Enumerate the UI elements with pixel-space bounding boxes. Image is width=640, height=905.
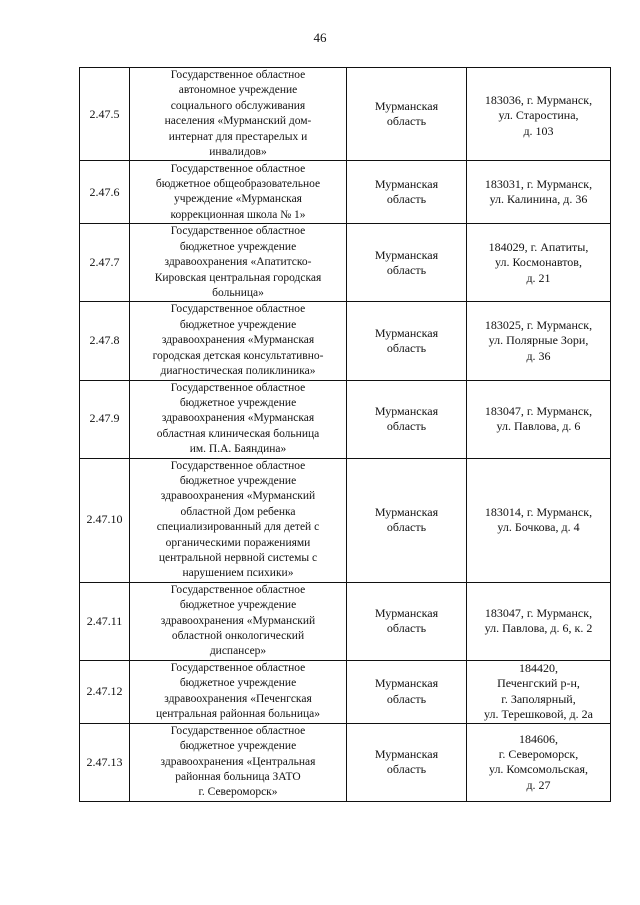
text-line: д. 21 [526, 270, 551, 285]
text-line: здравоохранения «Печенгская [164, 692, 312, 705]
institution-name [130, 380, 347, 458]
text-line: область [386, 262, 427, 277]
table-row [80, 458, 611, 582]
address [467, 458, 611, 582]
text-line: органическими поражениями [165, 536, 311, 549]
row-number: 2.47.9 [80, 380, 130, 458]
text-line: область [386, 691, 427, 706]
text-line: ул. Павлова, д. 6 [496, 419, 581, 434]
text-line: область [386, 114, 427, 129]
text-line: здравоохранения «Центральная [160, 755, 316, 768]
text-line: область [386, 520, 427, 535]
text-line: специализированный для детей с [156, 521, 320, 534]
text-line: д. 27 [526, 777, 551, 792]
text-line: Государственное областное [170, 662, 306, 674]
text-line: область [386, 762, 427, 777]
text-line: 183025, г. Мурманск, [484, 317, 593, 332]
text-line: Кировская центральная городская [154, 271, 322, 284]
text-line: Государственное областное [170, 459, 306, 472]
address [467, 302, 611, 380]
institution-name [130, 302, 347, 380]
text-line: городская детская консультативно- [152, 349, 324, 362]
text-line: диспансер» [209, 645, 267, 658]
address [467, 582, 611, 660]
row-number: 2.47.7 [80, 224, 130, 302]
text-line: автономное учреждение [178, 84, 298, 97]
text-line: инвалидов» [209, 146, 267, 159]
institution-name [130, 68, 347, 161]
registry-table [79, 67, 611, 802]
text-line: больница» [212, 287, 264, 300]
text-line: область [386, 419, 427, 434]
text-line: Мурманская [374, 605, 439, 620]
row-number: 2.47.8 [80, 302, 130, 380]
text-line: центральная районная больница» [155, 708, 321, 721]
text-line: д. 103 [523, 123, 554, 138]
table-row [80, 582, 611, 660]
text-line: учреждение «Мурманская [174, 193, 302, 206]
text-line: нарушением психики» [182, 567, 294, 580]
text-line: область [386, 340, 427, 355]
table-row [80, 161, 611, 224]
text-line: областной Дом ребенка [180, 505, 296, 518]
text-line: Мурманская [374, 98, 439, 113]
table-row [80, 224, 611, 302]
text-line: коррекционная школа № 1» [170, 208, 306, 221]
text-line: ул. Терешковой, д. 2а [484, 707, 593, 722]
institution-name [130, 224, 347, 302]
text-line: область [386, 192, 427, 207]
region [347, 161, 467, 224]
text-line: бюджетное учреждение [179, 740, 297, 753]
text-line: ул. Полярные Зори, [488, 333, 589, 348]
row-number: 2.47.13 [80, 723, 130, 801]
text-line: Государственное областное [170, 162, 306, 175]
text-line: областной онкологический [171, 630, 305, 642]
text-line: им. П.А. Баяндина» [189, 443, 287, 456]
text-line: здравоохранения «Мурманская [161, 334, 315, 347]
region [347, 224, 467, 302]
text-line: Мурманская [374, 676, 439, 691]
text-line: Мурманская [374, 247, 439, 262]
row-number: 2.47.12 [80, 660, 130, 723]
address [467, 224, 611, 302]
text-line: здравоохранения «Мурманская [161, 412, 315, 425]
text-line: социального обслуживания [170, 99, 306, 112]
table-row [80, 723, 611, 801]
region [347, 68, 467, 161]
text-line: интернат для престарелых и [168, 130, 308, 143]
text-line: бюджетное учреждение [179, 599, 297, 612]
text-line: ул. Космонавтов, [495, 255, 582, 270]
institution-name [130, 723, 347, 801]
row-number: 2.47.11 [80, 582, 130, 660]
address [467, 660, 611, 723]
region [347, 582, 467, 660]
institution-name [130, 660, 347, 723]
text-line: Мурманская [374, 325, 439, 340]
text-line: 183047, г. Мурманск, [484, 605, 593, 620]
text-line: 183014, г. Мурманск, [484, 504, 593, 519]
text-line: бюджетное учреждение [179, 240, 297, 253]
text-line: 183047, г. Мурманск, [484, 403, 593, 418]
address [467, 68, 611, 161]
table-row [80, 302, 611, 380]
row-number: 2.47.5 [80, 68, 130, 161]
region [347, 380, 467, 458]
text-line: Государственное областное [170, 381, 306, 394]
institution-name [130, 161, 347, 224]
text-line: ул. Калинина, д. 36 [489, 192, 588, 207]
text-line: г. Заполярный, [501, 691, 576, 706]
text-line: бюджетное учреждение [179, 318, 297, 331]
text-line: г. Североморск, [498, 746, 579, 761]
text-line: диагностическая поликлиника» [160, 365, 316, 378]
row-number: 2.47.6 [80, 161, 130, 224]
text-line: Печенгский р-н, [497, 676, 580, 691]
text-line: Государственное областное [170, 69, 306, 81]
text-line: Государственное областное [170, 303, 306, 316]
text-line: Мурманская [374, 403, 439, 418]
region [347, 302, 467, 380]
text-line: центральной нервной системы с [158, 551, 318, 564]
text-line: бюджетное учреждение [179, 677, 297, 690]
row-number: 2.47.10 [80, 458, 130, 582]
text-line: ул. Павлова, д. 6, к. 2 [484, 621, 593, 636]
text-line: Государственное областное [170, 225, 306, 238]
address [467, 380, 611, 458]
page-number: 46 [313, 30, 327, 45]
address [467, 723, 611, 801]
text-line: 184420, [519, 661, 558, 675]
text-line: 183031, г. Мурманск, [484, 177, 593, 192]
text-line: область [386, 621, 427, 636]
text-line: д. 36 [526, 348, 551, 363]
region [347, 660, 467, 723]
registry-table-body [80, 68, 611, 802]
text-line: населения «Мурманский дом- [164, 115, 312, 128]
text-line: Государственное областное [170, 583, 306, 596]
text-line: ул. Бочкова, д. 4 [497, 520, 580, 535]
table-row [80, 380, 611, 458]
institution-name [130, 458, 347, 582]
text-line: бюджетное общеобразовательное [155, 178, 321, 191]
text-line: здравоохранения «Мурманский [160, 614, 316, 627]
text-line: Мурманская [374, 504, 439, 519]
region [347, 723, 467, 801]
text-line: 184606, [519, 731, 558, 746]
text-line: ул. Комсомольская, [488, 762, 589, 777]
text-line: областная клиническая больница [156, 427, 320, 440]
text-line: бюджетное учреждение [179, 474, 297, 487]
text-line: ул. Старостина, [498, 108, 579, 123]
text-line: здравоохранения «Мурманский [160, 490, 316, 503]
text-line: Государственное областное [170, 724, 306, 737]
text-line: Мурманская [374, 746, 439, 761]
text-line: Мурманская [374, 177, 439, 192]
text-line: районная больница ЗАТО [175, 771, 301, 784]
text-line: 183036, г. Мурманск, [484, 93, 593, 107]
text-line: 184029, г. Апатиты, [488, 239, 589, 254]
text-line: г. Североморск» [198, 786, 278, 799]
text-line: бюджетное учреждение [179, 396, 297, 409]
table-row [80, 68, 611, 161]
region [347, 458, 467, 582]
address [467, 161, 611, 224]
table-row [80, 660, 611, 723]
text-line: здравоохранения «Апатитско- [164, 256, 312, 269]
institution-name [130, 582, 347, 660]
